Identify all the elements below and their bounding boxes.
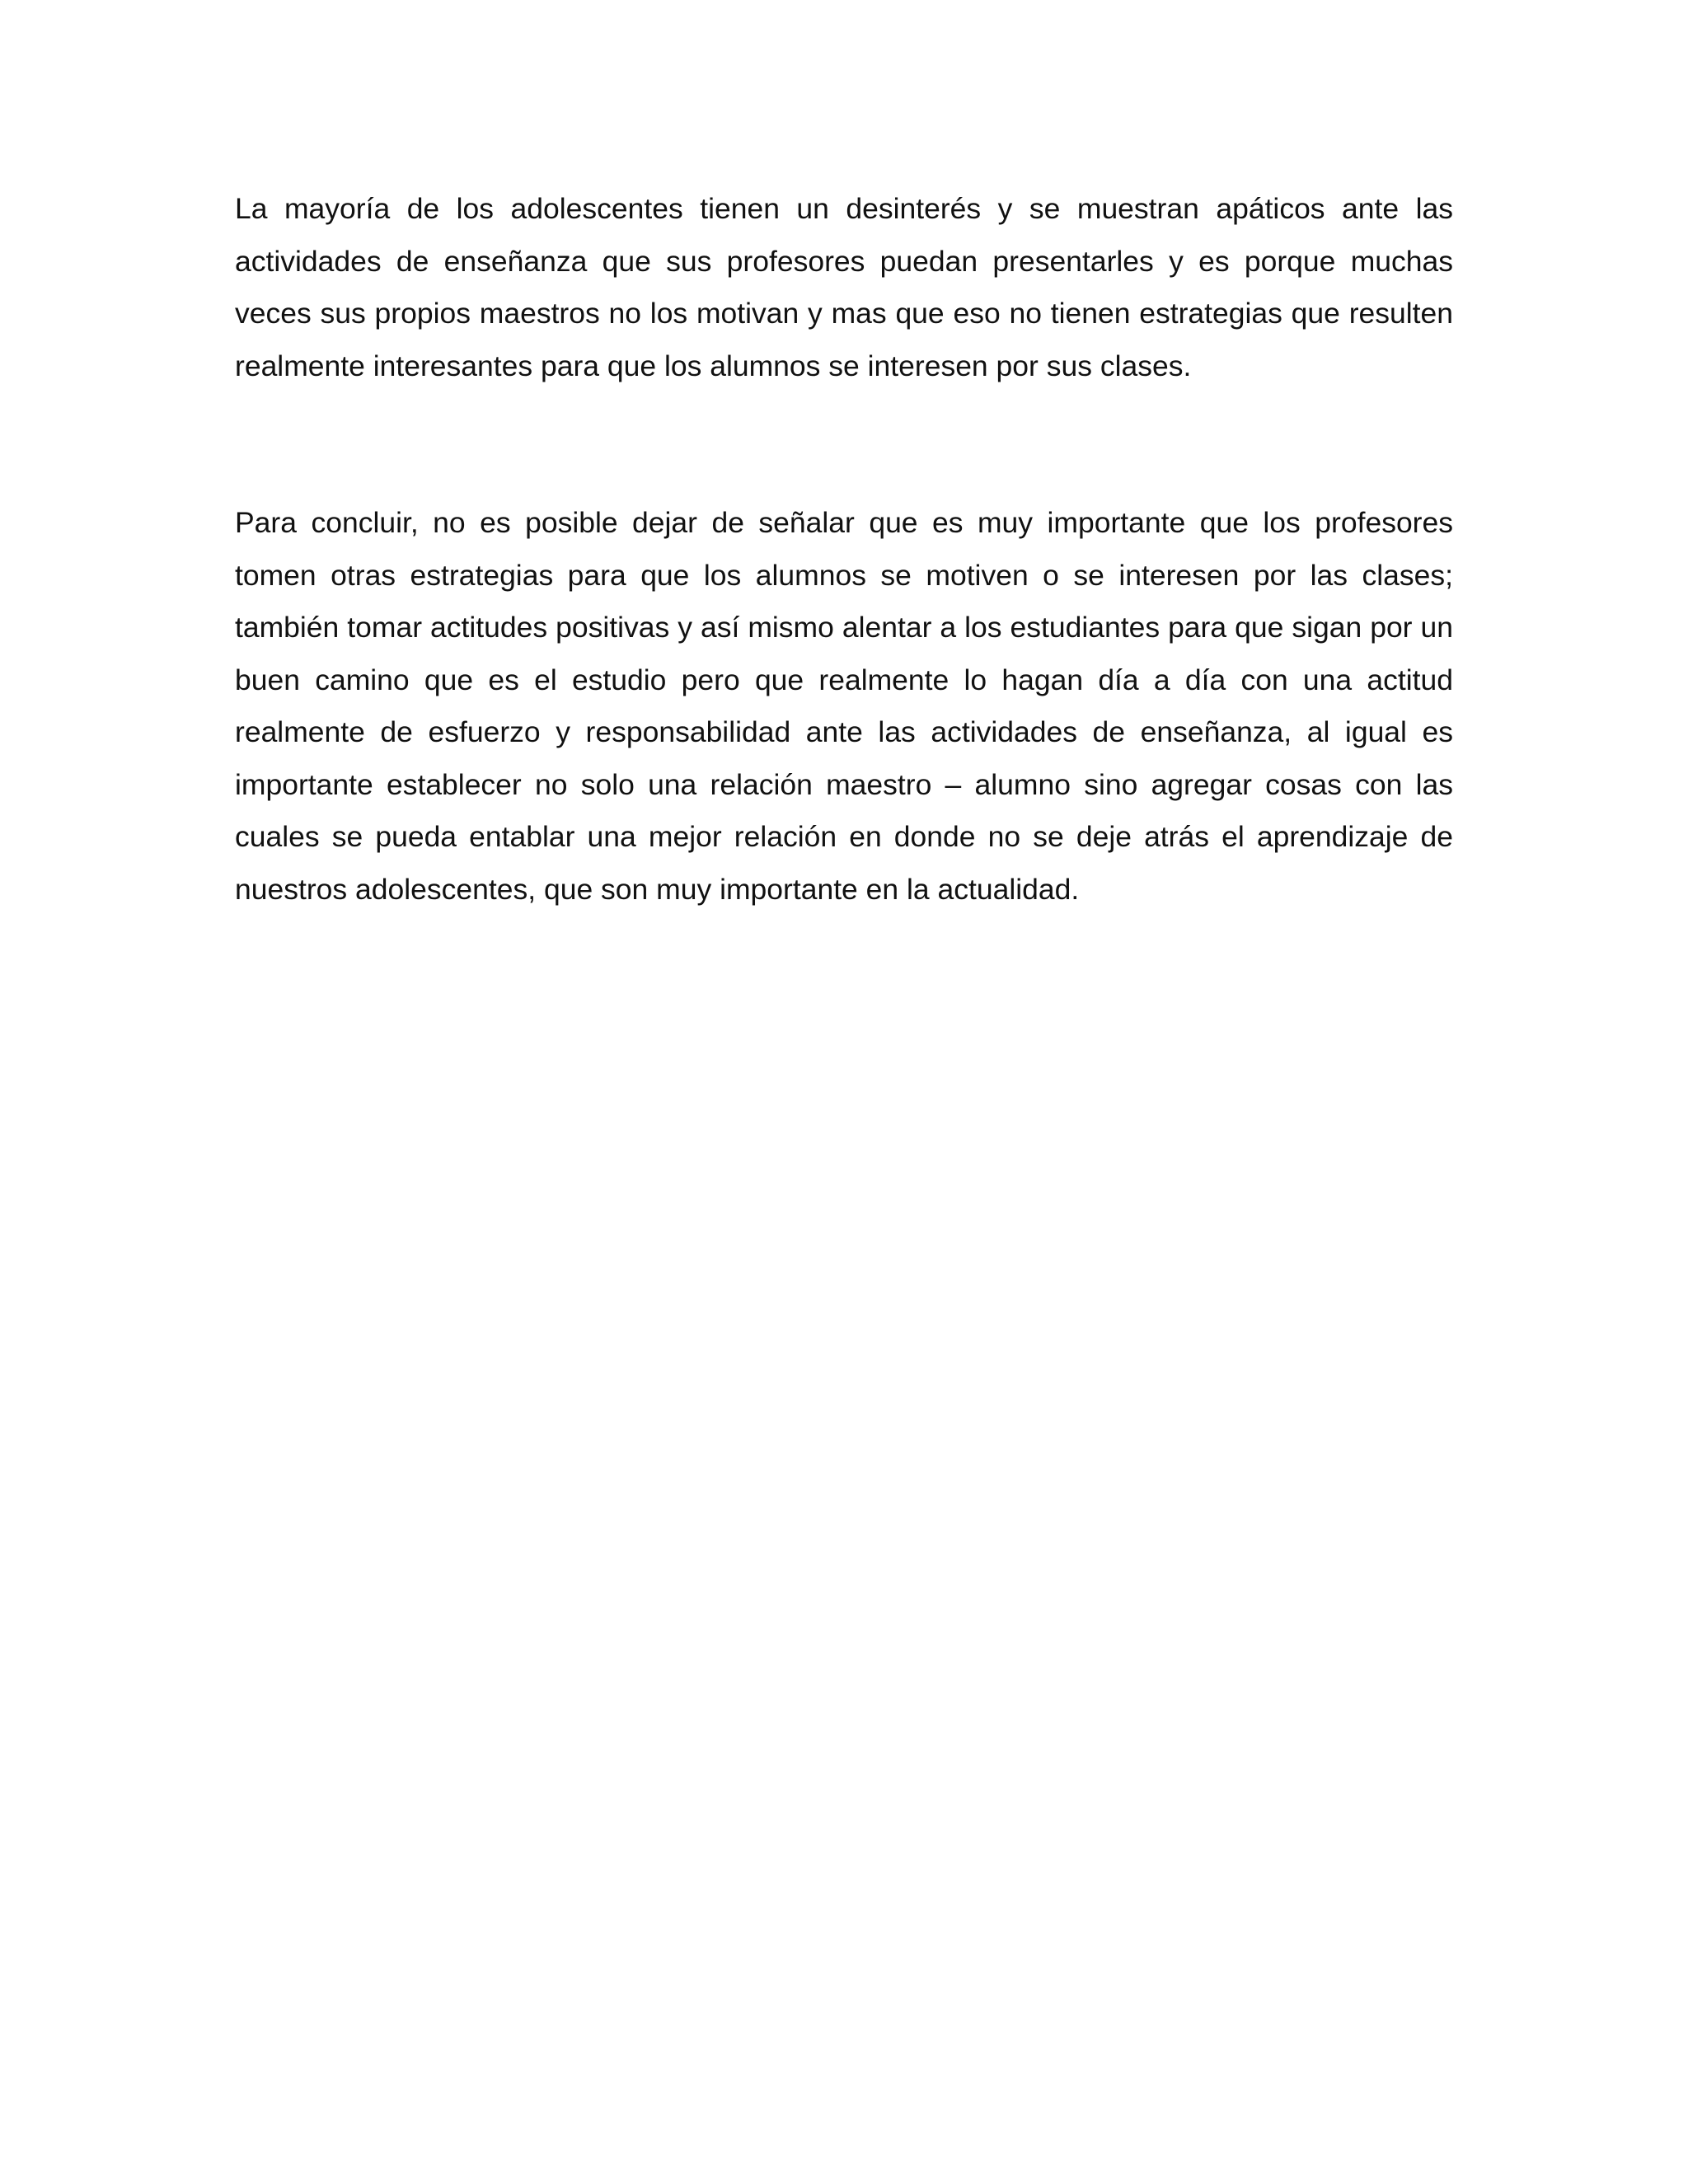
document-body xyxy=(235,183,1453,916)
paragraph-1: La mayoría de los adolescentes tienen un desinterés y se muestran apáticos ante las actividades de enseñanza que sus profesores puedan presentarles y es porque muchas veces sus propios maestros no los motivan y mas que eso no tienen estrategias que resulten realmente interesantes para que los alumnos se interesen por sus clases. xyxy=(235,192,1453,382)
paragraph-2: Para concluir, no es posible dejar de señalar que es muy importante que los profesores tomen otras estrategias para que los alumnos se motiven o se interesen por las clases; también tomar actitudes positivas y así mismo alentar a los estudiantes para que sigan por un buen camino que es el estudio pero que realmente lo hagan día a día con una actitud realmente de esfuerzo y responsabilidad ante las actividades de enseñanza, al igual es importante establecer no solo una relación maestro – alumno sino agregar cosas con las cuales se pueda entablar una mejor relación en donde no se deje atrás el aprendizaje de nuestros adolescentes, que son muy importante en la actualidad. xyxy=(235,506,1453,906)
